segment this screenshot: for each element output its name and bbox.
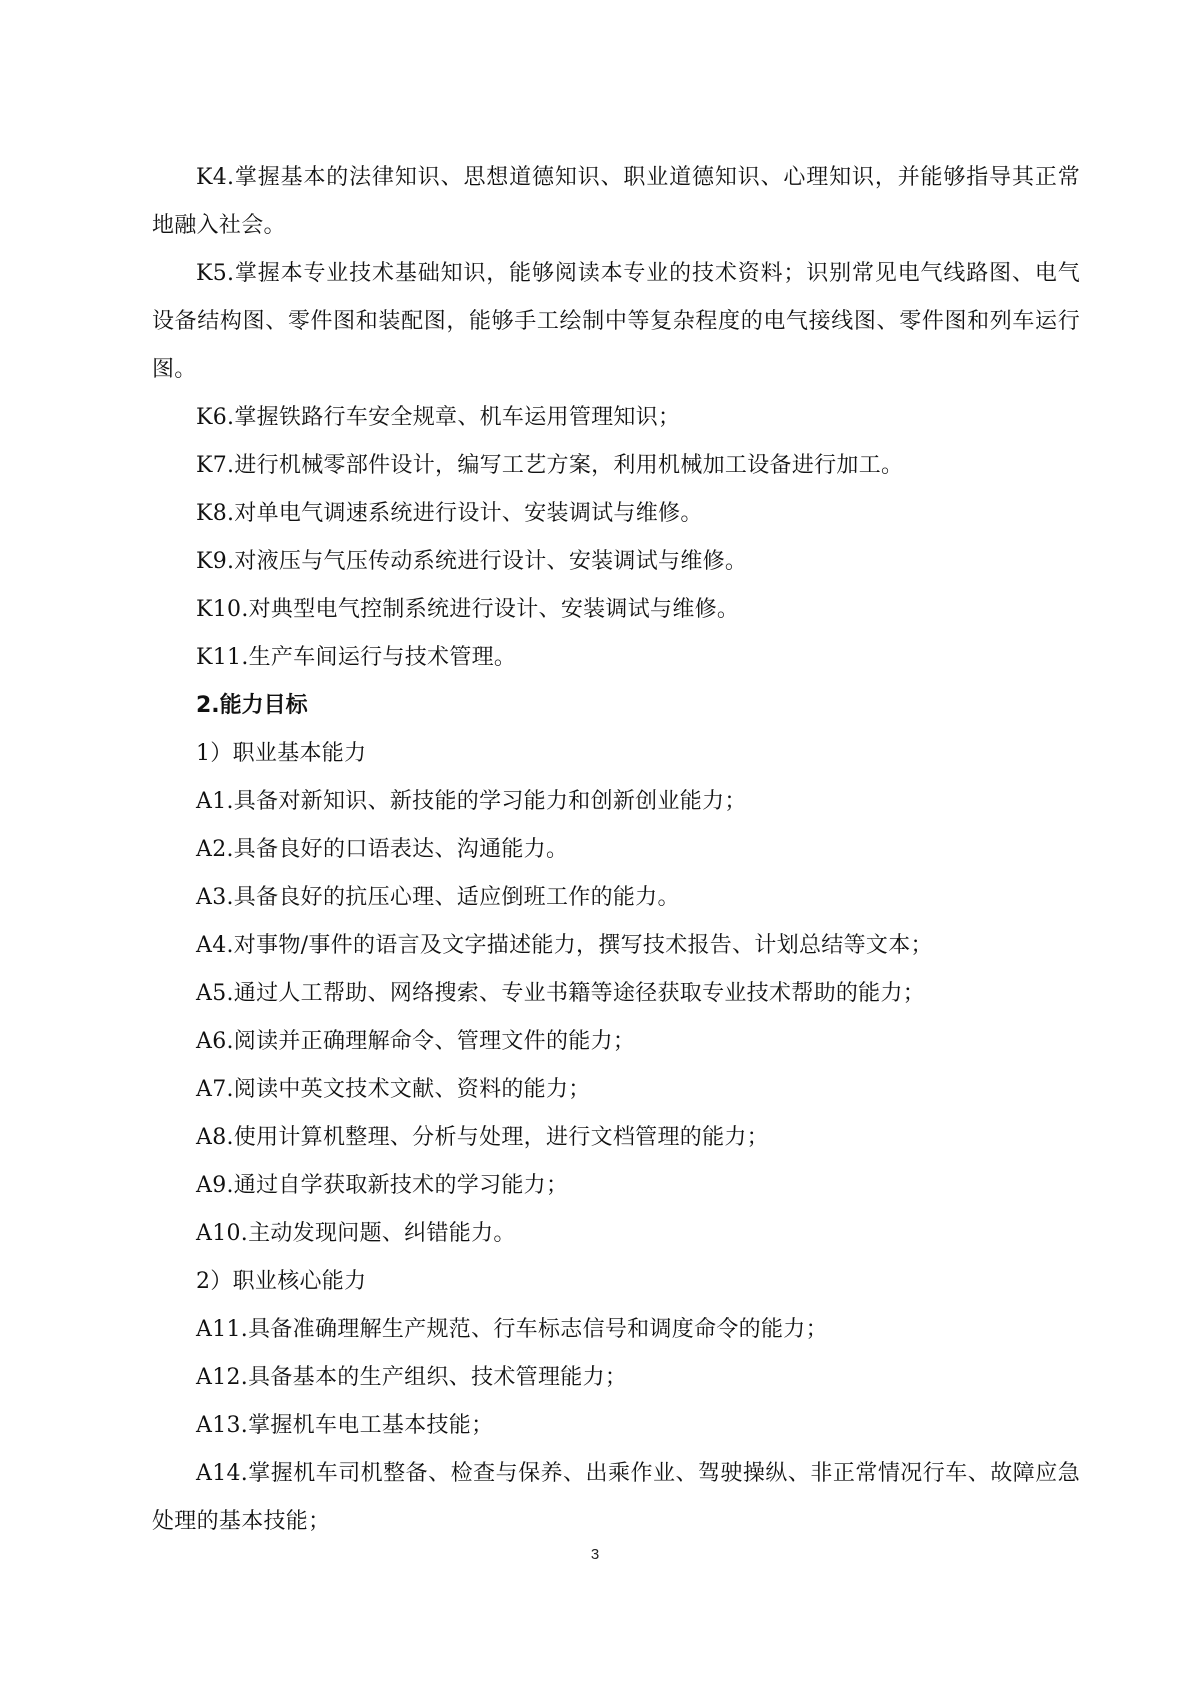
ability-item-a5: A5.通过人工帮助、网络搜索、专业书籍等途径获取专业技术帮助的能力； xyxy=(196,981,926,1006)
knowledge-item-k7: K7.进行机械零部件设计，编写工艺方案，利用机械加工设备进行加工。 xyxy=(196,453,904,478)
ability-item-a4: A4.对事物/事件的语言及文字描述能力，撰写技术报告、计划总结等文本； xyxy=(196,933,933,958)
ability-item-a9: A9.通过自学获取新技术的学习能力； xyxy=(196,1173,569,1198)
ability-item-a3: A3.具备良好的抗压心理、适应倒班工作的能力。 xyxy=(196,885,680,910)
ability-item-a11: A11.具备准确理解生产规范、行车标志信号和调度命令的能力； xyxy=(196,1317,828,1342)
subheading-basic-ability: 1）职业基本能力 xyxy=(196,741,367,766)
ability-item-a2: A2.具备良好的口语表达、沟通能力。 xyxy=(196,837,569,862)
knowledge-item-k6: K6.掌握铁路行车安全规章、机车运用管理知识； xyxy=(196,405,681,430)
knowledge-item-k4: K4.掌握基本的法律知识、思想道德知识、职业道德知识、心理知识，并能够指导其正常地融入社会。 xyxy=(152,165,1080,238)
ability-item-a13: A13.掌握机车电工基本技能； xyxy=(196,1413,494,1438)
ability-item-a8: A8.使用计算机整理、分析与处理，进行文档管理的能力； xyxy=(196,1125,769,1150)
ability-item-a1: A1.具备对新知识、新技能的学习能力和创新创业能力； xyxy=(196,789,747,814)
page-content xyxy=(152,154,1080,1546)
knowledge-item-k9: K9.对液压与气压传动系统进行设计、安装调试与维修。 xyxy=(196,549,748,574)
knowledge-item-k5: K5.掌握本专业技术基础知识，能够阅读本专业的技术资料；识别常见电气线路图、电气设备结构图、零件图和装配图，能够手工绘制中等复杂程度的电气接线图、零件图和列车运行图。 xyxy=(152,261,1080,382)
ability-item-a14: A14.掌握机车司机整备、检查与保养、出乘作业、驾驶操纵、非正常情况行车、故障应急处理的基本技能； xyxy=(152,1461,1080,1534)
ability-item-a12: A12.具备基本的生产组织、技术管理能力； xyxy=(196,1365,628,1390)
knowledge-item-k8: K8.对单电气调速系统进行设计、安装调试与维修。 xyxy=(196,501,703,526)
page-number: 3 xyxy=(590,1546,600,1563)
knowledge-item-k10: K10.对典型电气控制系统进行设计、安装调试与维修。 xyxy=(196,597,740,622)
ability-item-a6: A6.阅读并正确理解命令、管理文件的能力； xyxy=(196,1029,636,1054)
ability-item-a7: A7.阅读中英文技术文献、资料的能力； xyxy=(196,1077,591,1102)
subheading-core-ability: 2）职业核心能力 xyxy=(196,1269,367,1294)
ability-item-a10: A10.主动发现问题、纠错能力。 xyxy=(196,1221,516,1246)
knowledge-item-k11: K11.生产车间运行与技术管理。 xyxy=(196,645,517,670)
section-heading-ability: 2.能力目标 xyxy=(196,693,308,718)
